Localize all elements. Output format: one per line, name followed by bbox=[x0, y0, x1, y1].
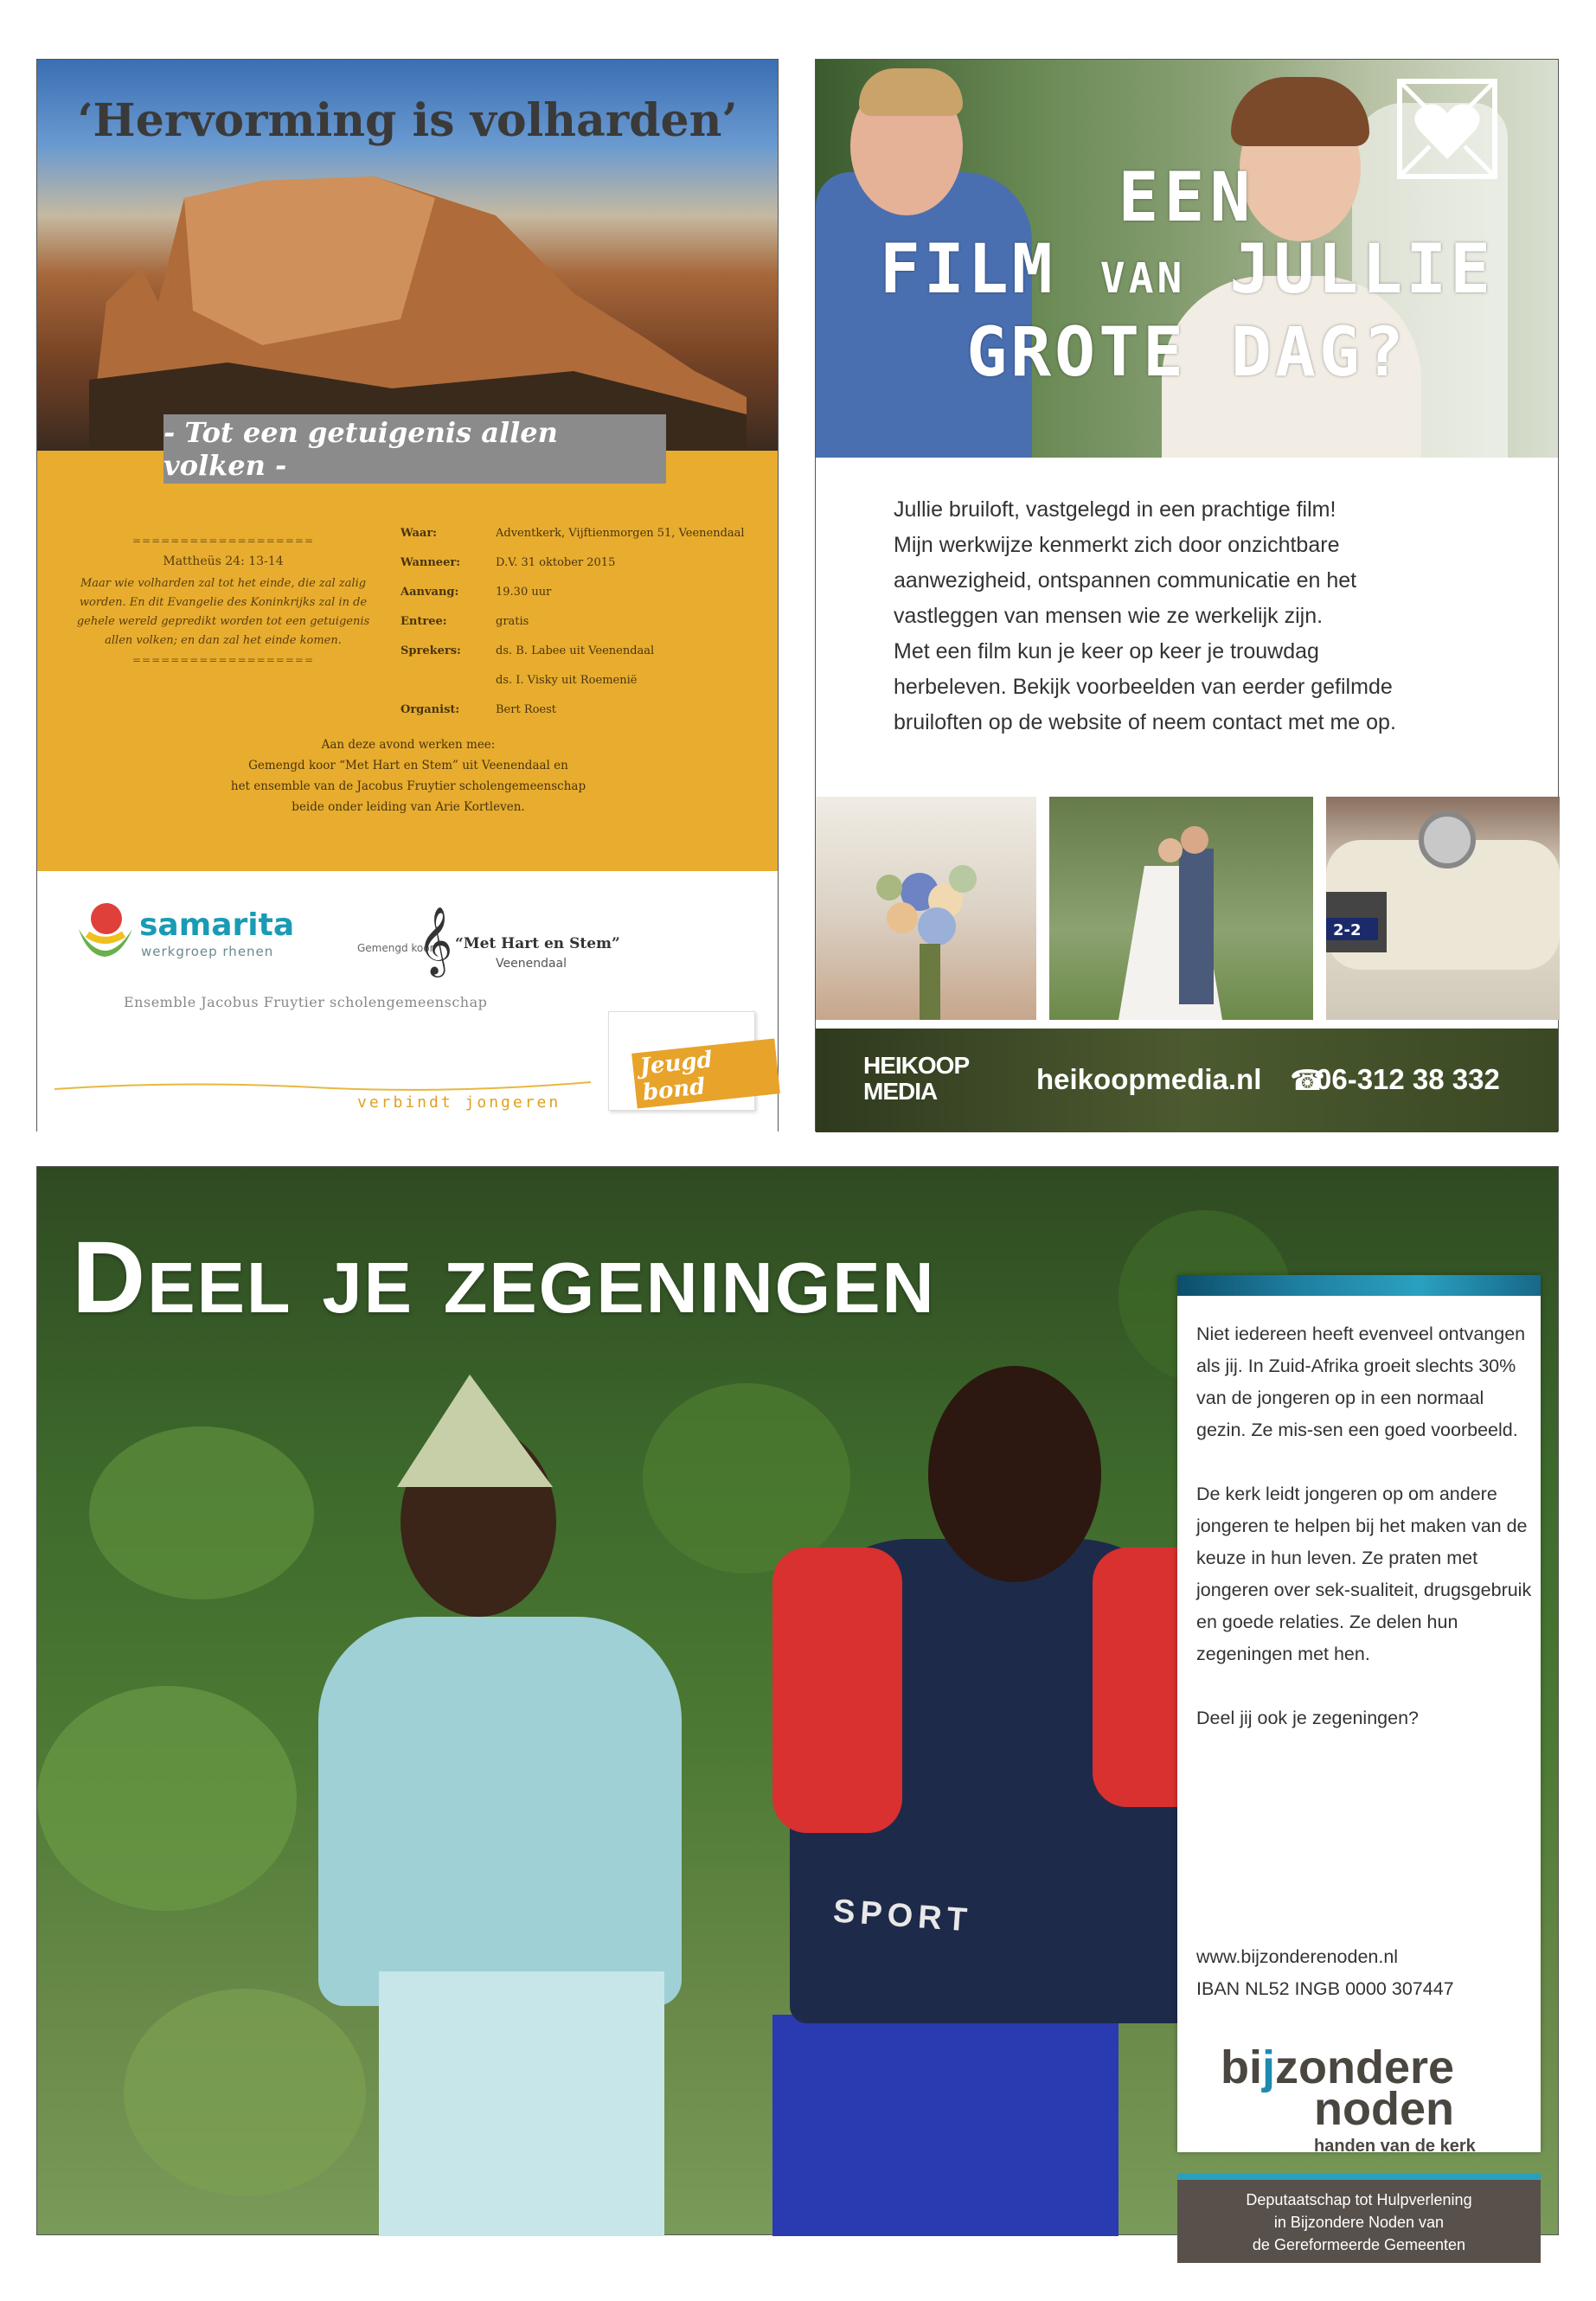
choir-place: Veenendaal bbox=[496, 957, 567, 971]
wedding-headline bbox=[816, 159, 1558, 392]
detail-value: Adventkerk, Vijftienmorgen 51, Veenendaal bbox=[496, 526, 745, 540]
panel-top-edge bbox=[1177, 1275, 1541, 1296]
treble-clef-icon: 𝄞 bbox=[418, 907, 453, 975]
concert-advert bbox=[36, 59, 779, 1131]
body-line: vastleggen van mensen wie ze werkelijk zijn. bbox=[894, 604, 1324, 628]
choir-name: “Met Hart en Stem” bbox=[455, 935, 620, 952]
detail-label: Aanvang: bbox=[401, 585, 459, 599]
event-details bbox=[401, 518, 772, 724]
detail-row bbox=[401, 577, 772, 606]
license-plate-text: 2-2 bbox=[1333, 921, 1362, 939]
foliage bbox=[643, 1383, 850, 1574]
bouquet-illustration bbox=[816, 797, 1036, 1020]
body-line: Met een film kun je keer op keer je trouwdag bbox=[894, 639, 1319, 663]
website-link[interactable]: heikoopmedia.nl bbox=[1036, 1063, 1262, 1095]
deputaatschap-footer bbox=[1177, 2180, 1541, 2263]
iban-number: IBAN NL52 INGB 0000 307447 bbox=[1196, 1978, 1454, 1999]
detail-label: Wanneer: bbox=[401, 555, 460, 569]
detail-label: Waar: bbox=[401, 526, 437, 540]
jeugdbond-label: Jeugd bond bbox=[631, 1038, 780, 1108]
choir-label: Gemengd koor bbox=[357, 942, 434, 954]
body-line: bruiloften op de website of neem contact met me op. bbox=[894, 710, 1396, 734]
detail-value: ds. I. Visky uit Roemenië bbox=[496, 673, 638, 687]
collaborators-text bbox=[72, 734, 745, 817]
headline-line-2 bbox=[816, 233, 1558, 316]
couple-illustration bbox=[1049, 797, 1313, 1020]
shirt-print: SPORT bbox=[831, 1893, 974, 1939]
detail-row bbox=[401, 695, 772, 724]
logo-line-1: HEIKOOP bbox=[863, 1052, 970, 1079]
donation-info bbox=[1196, 1941, 1534, 2005]
detail-row bbox=[401, 665, 772, 695]
phone-icon: ☎ bbox=[1290, 1063, 1326, 1097]
collab-line: Aan deze avond werken mee: bbox=[321, 738, 496, 752]
collab-line: het ensemble van de Jacobus Fruytier scholengemeenschap bbox=[230, 779, 586, 793]
rock-cliff-photo bbox=[37, 60, 778, 451]
samarita-name: samarita bbox=[139, 907, 295, 943]
collab-line: Gemengd koor “Met Hart en Stem” uit Veenendaal en bbox=[248, 759, 568, 772]
panel-body bbox=[1196, 1318, 1534, 1766]
headline-film: FILM bbox=[879, 231, 1056, 309]
detail-value: D.V. 31 oktober 2015 bbox=[496, 555, 616, 569]
heikoop-media-logo bbox=[863, 1053, 969, 1105]
detail-label: Organist: bbox=[401, 702, 460, 716]
detail-label: Entree: bbox=[401, 614, 447, 628]
couple-garden-photo bbox=[1049, 797, 1313, 1020]
wedding-body-text bbox=[894, 492, 1499, 740]
bride-hair bbox=[1231, 77, 1369, 146]
logo-part: zondere bbox=[1275, 2041, 1455, 2093]
bible-quote bbox=[72, 531, 375, 670]
foliage bbox=[124, 1989, 366, 2196]
detail-row bbox=[401, 636, 772, 665]
footer-accent-line bbox=[1177, 2173, 1541, 2180]
charity-text-panel bbox=[1177, 1275, 1541, 2253]
logo-tagline: handen van de kerk bbox=[1314, 2137, 1476, 2156]
bible-reference: Mattheüs 24: 13-14 bbox=[163, 554, 284, 568]
foliage bbox=[89, 1426, 314, 1599]
panel-paragraph: De kerk leidt jongeren op om andere jongeren te helpen bij het maken van de keuze in hun leven. Ze praten met jongeren over sek-sualiteit, drugsgebruik en goede relaties. Ze delen hun zegeningen met hen. bbox=[1196, 1484, 1532, 1664]
detail-value: ds. B. Labee uit Veenendaal bbox=[496, 644, 655, 657]
phone-number[interactable]: 06-312 38 332 bbox=[1316, 1063, 1500, 1095]
body-line: Jullie bruiloft, vastgelegd in een prachtige film! bbox=[894, 497, 1336, 522]
boy-left-pants bbox=[379, 1971, 664, 2236]
charity-headline: Deel je zegeningen bbox=[72, 1221, 936, 1335]
bible-verse: Maar wie volharden zal tot het einde, die zal zalig worden. En dit Evangelie des Koninkrijks zal in de gehele wereld gepredikt worden tot een getuigenis allen volken; en dan zal het einde komen. bbox=[76, 577, 370, 647]
boy-right-pants bbox=[772, 2015, 1118, 2236]
wedding-film-advert bbox=[815, 59, 1559, 1131]
body-line: aanwezigheid, ontspannen communicatie en het bbox=[894, 568, 1357, 593]
car-illustration bbox=[1326, 797, 1560, 1020]
detail-row bbox=[401, 518, 772, 548]
cliff-illustration bbox=[89, 163, 747, 449]
samarita-subtitle: werkgroep rhenen bbox=[141, 944, 274, 959]
bouquet-photo bbox=[816, 797, 1036, 1020]
classic-car-photo bbox=[1326, 797, 1560, 1020]
logo-part: bi bbox=[1221, 2041, 1262, 2093]
detail-label: Sprekers: bbox=[401, 644, 461, 657]
detail-row bbox=[401, 548, 772, 577]
collab-line: beide onder leiding van Arie Kortleven. bbox=[292, 800, 525, 814]
website-link[interactable]: www.bijzonderenoden.nl bbox=[1196, 1946, 1399, 1967]
charity-advert bbox=[36, 1166, 1559, 2253]
body-line: herbeleven. Bekijk voorbeelden van eerder gefilmde bbox=[894, 675, 1393, 699]
footer-line: Deputaatschap tot Hulpverlening bbox=[1246, 2191, 1472, 2208]
ensemble-name: Ensemble Jacobus Fruytier scholengemeenschap bbox=[124, 994, 488, 1010]
boy-left-shirt bbox=[318, 1617, 682, 2006]
logo-line-2: MEDIA bbox=[863, 1078, 938, 1105]
headline-jullie: JULLIE bbox=[1229, 231, 1495, 309]
jeugdbond-tagline: verbindt jongeren bbox=[357, 1093, 561, 1112]
detail-value: gratis bbox=[496, 614, 529, 628]
footer-line: de Gereformeerde Gemeenten bbox=[1252, 2236, 1466, 2253]
detail-value: Bert Roest bbox=[496, 702, 557, 716]
ad-title: ‘Hervorming is volharden’ bbox=[77, 94, 738, 147]
foliage bbox=[37, 1686, 297, 1911]
headline-line-3: GROTE DAG? bbox=[966, 314, 1407, 392]
logo-line-2: noden bbox=[1314, 2083, 1454, 2135]
detail-value: 19.30 uur bbox=[496, 585, 552, 599]
footer-line: in Bijzondere Noden van bbox=[1273, 2214, 1445, 2231]
headline-line-1: EEN bbox=[1118, 159, 1256, 237]
headline-van: VAN bbox=[1099, 254, 1186, 303]
panel-paragraph: Niet iedereen heeft evenveel ontvangen als jij. In Zuid-Afrika groeit slechts 30% van de jongeren op in een normaal gezin. Ze mis-sen een goed voorbeeld. bbox=[1196, 1324, 1526, 1440]
logo-j: j bbox=[1262, 2041, 1276, 2093]
boy-right-face bbox=[928, 1366, 1101, 1582]
detail-row bbox=[401, 606, 772, 636]
body-line: Mijn werkwijze kenmerkt zich door onzichtbare bbox=[894, 533, 1340, 557]
boy-right-sleeve bbox=[772, 1548, 902, 1833]
separator: =================== bbox=[131, 654, 315, 666]
subtitle-banner: - Tot een getuigenis allen volken - bbox=[163, 414, 666, 484]
separator: =================== bbox=[131, 535, 315, 547]
panel-paragraph: Deel jij ook je zegeningen? bbox=[1196, 1708, 1419, 1728]
wedding-couple-photo bbox=[816, 60, 1558, 458]
groom-hair bbox=[859, 68, 963, 116]
